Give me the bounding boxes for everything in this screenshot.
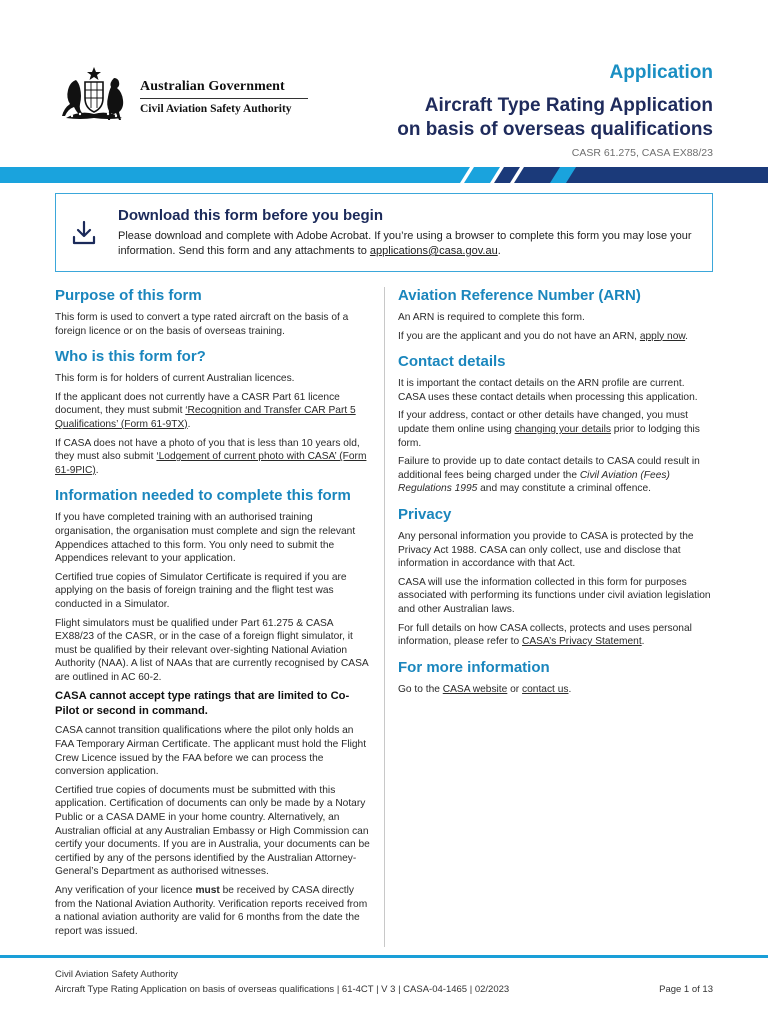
who-text-1: This form is for holders of current Australian licences. <box>55 373 295 385</box>
left-column <box>55 287 371 943</box>
info-text-6: Certified true copies of documents must be submitted with this application. Certification of documents can only be made by a Notary Public or a CASA DAME in your home country. Alternatively, an Australian official at any Australian Embassy or High Commission can certify your documents. If you are in Australia, your documents can be certified by any of the persons identified by the Australian Attorney-General’s Department as authorised witnesses. <box>55 784 370 878</box>
form-61-9tx-link[interactable]: ‘Recognition and Transfer CAR Part 5 Qualifications’ (Form 61-9TX) <box>55 405 356 430</box>
download-icon <box>71 220 97 246</box>
coat-of-arms-logo <box>56 66 132 124</box>
privacy-heading: Privacy <box>398 505 452 523</box>
download-notice <box>55 193 713 272</box>
contact-us-link[interactable]: contact us <box>522 683 569 695</box>
purpose-heading: Purpose of this form <box>55 287 202 304</box>
info-heading: Information needed to complete this form <box>55 487 351 505</box>
privacy-text-3: For full details on how CASA collects, protects and uses personal information, please refer to CASA’s Privacy Statement. <box>398 622 692 648</box>
apply-now-link[interactable]: apply now <box>639 330 686 342</box>
co-pilot-warning: CASA cannot accept type ratings that are limited to Co-Pilot or second in command. <box>55 690 350 718</box>
who-text-3: If CASA does not have a photo of you that is less than 10 years old, they must also submit ‘Lodgement of current photo with CASA’ (Form 61-9PIC). <box>55 437 367 476</box>
right-column <box>398 287 714 701</box>
form-category: Application <box>609 62 713 83</box>
applications-email-link[interactable]: applications@casa.gov.au <box>369 245 498 257</box>
contact-text-1: It is important the contact details on the ARN profile are current. CASA uses these contact details when processing this application. <box>398 378 698 403</box>
info-text-5: CASA cannot transition qualifications where the pilot only holds an FAA Temporary Airman Certificate. The applicant must hold the Flight Crew Licence issued by the FAA before we can process the conversion application. <box>55 725 367 778</box>
info-text-7: Any verification of your licence must be received by CASA directly from the National Aviation Authority. Verification reports received from a national aviation authority are valid for 6 months from the date the report was issued. <box>55 885 368 937</box>
footer-organisation: Civil Aviation Safety Authority <box>55 969 178 980</box>
who-text-2: If the applicant does not currently have a CASR Part 61 licence document, they must submit ‘Recognition and Transfer CAR Part 5 Qualifications’ (Form 61-9TX). <box>55 391 356 430</box>
form-61-9pic-link[interactable]: ‘Lodgement of current photo with CASA’ (Form 61-9PIC) <box>55 451 367 476</box>
arn-text-1: An ARN is required to complete this form. <box>398 312 585 323</box>
more-info-heading: For more information <box>398 658 550 676</box>
arn-heading: Aviation Reference Number (ARN) <box>398 287 641 304</box>
notice-text: Please download and complete with Adobe Acrobat. If you’re using a browser to complete this form you may lose your information. Send this form and any attachments to applications@casa.gov.au. <box>118 230 692 257</box>
contact-text-3: Failure to provide up to date contact details to CASA could result in additional fees being charged under the Civil Aviation (Fees) Regulations 1995 and may constitute a criminal offence. <box>398 456 700 495</box>
arn-text-2: If you are the applicant and you do not have an ARN, apply now. <box>398 330 688 342</box>
legislative-reference: CASR 61.275, CASA EX88/23 <box>571 147 713 159</box>
changing-details-link[interactable]: changing your details <box>514 423 611 435</box>
more-info-text: Go to the CASA website or contact us. <box>398 683 572 695</box>
privacy-text-2: CASA will use the information collected in this form for purposes associated with performing its functions under civil aviation legislation and other Australian laws. <box>398 576 711 615</box>
purpose-text: This form is used to convert a type rated aircraft on the basis of a foreign licence or on the basis of overseas training. <box>55 312 349 337</box>
info-text-2: Certified true copies of Simulator Certificate is required if you are applying on the basis of foreign training and the flight test was conducted in a Simulator. <box>55 571 347 610</box>
info-text-1: If you have completed training with an authorised training organisation, the organisation must complete and sign the relevant Appendices attached to this form. You only need to submit the Appendices relevant to your application. <box>55 512 356 565</box>
form-title <box>397 94 713 142</box>
column-divider <box>384 287 385 947</box>
form-title-line-1: Aircraft Type Rating Application <box>424 95 713 116</box>
footer-rule <box>0 955 768 958</box>
footer-document-info: Aircraft Type Rating Application on basis of overseas qualifications | 61-4CT | V 3 | CASA-04-1465 | 02/2023 <box>55 984 510 995</box>
info-text-3: Flight simulators must be qualified under Part 61.275 & CASA EX88/23 of the CASR, or in the case of a foreign flight simulator, it must be qualified by their relevant over-sighting National Aviation Authority (NAA). A list of NAAs that are currently recognised by CASA are outlined in AC 60-2. <box>55 617 369 683</box>
government-name: Australian Government <box>140 79 285 94</box>
notice-title: Download this form before you begin <box>118 207 384 224</box>
privacy-text-1: Any personal information you provide to CASA is protected by the Privacy Act 1988. CASA can only collect, use and disclose that information in accordance with that Act. <box>398 530 694 570</box>
page-number: Page 1 of 13 <box>659 984 713 995</box>
form-title-line-2: on basis of overseas qualifications <box>397 119 713 140</box>
contact-text-2: If your address, contact or other details have changed, you must update them online using changing your details prior to lodging this form. <box>398 410 700 449</box>
logo-divider <box>140 98 308 99</box>
agency-name: Civil Aviation Safety Authority <box>140 103 292 115</box>
header-band <box>0 167 768 183</box>
casa-website-link[interactable]: CASA website <box>442 683 508 695</box>
who-heading: Who is this form for? <box>55 348 206 366</box>
privacy-statement-link[interactable]: CASA’s Privacy Statement <box>522 636 642 648</box>
contact-heading: Contact details <box>398 353 506 371</box>
